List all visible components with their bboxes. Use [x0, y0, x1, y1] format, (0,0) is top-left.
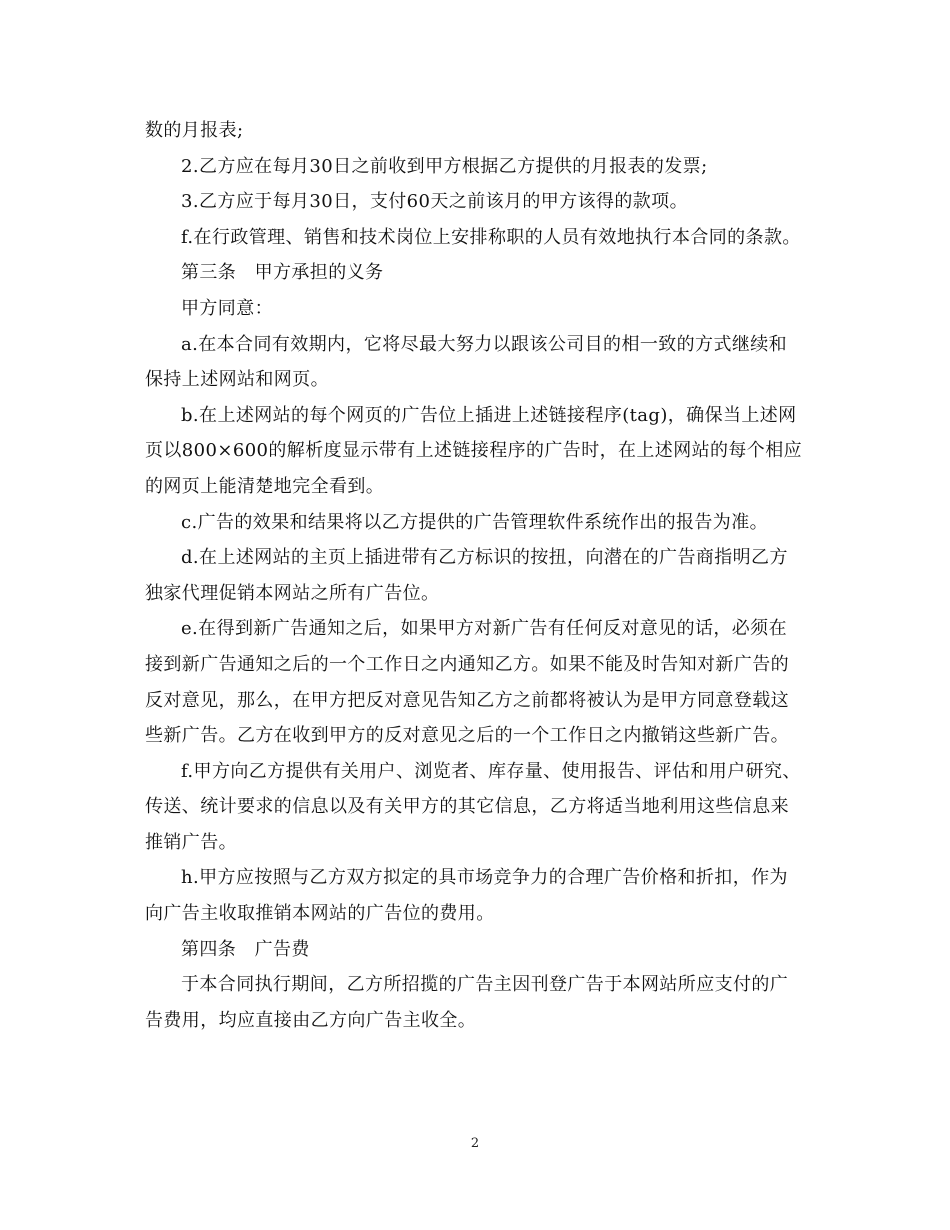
section-heading-article-3: 第三条 甲方承担的义务	[181, 262, 384, 284]
section-heading-article-4: 第四条 广告费	[181, 938, 310, 960]
paragraph-advertising-fees: 于本合同执行期间，乙方所招揽的广告主因刊登广告于本网站所应支付的广告费用，均应直接由乙方向广告主收全。	[145, 974, 789, 1031]
page-number: 2	[470, 1136, 480, 1151]
paragraph-item-f-information: f.甲方向乙方提供有关用户、浏览者、库存量、使用报告、评估和用户研究、传送、统计要求的信息以及有关甲方的其它信息，乙方将适当地利用这些信息来推销广告。	[145, 760, 801, 853]
paragraph-item-e: e.在得到新广告通知之后，如果甲方对新广告有任何反对意见的话，必须在接到新广告通知之后的一个工作日之内通知乙方。如果不能及时告知对新广告的反对意见，那么，在甲方把反对意见告知乙方之前都将被认为是甲方同意登载这些新广告。乙方在收到甲方的反对意见之后的一个工作日之内撤销这些新广告。	[145, 618, 789, 747]
paragraph-item-h: h.甲方应按照与乙方双方拟定的具市场竞争力的合理广告价格和折扣，作为向广告主收取推销本网站的广告位的费用。	[145, 867, 788, 925]
paragraph-item-a: a.在本合同有效期内，它将尽最大努力以跟该公司目的相一致的方式继续和保持上述网站和网页。	[145, 333, 788, 391]
paragraph-party-a-agrees: 甲方同意：	[181, 297, 273, 319]
paragraph-item-f-staffing: f.在行政管理、销售和技术岗位上安排称职的人员有效地执行本合同的条款。	[181, 226, 801, 248]
paragraph-continuation: 数的月报表;	[145, 120, 244, 141]
paragraph-item-c: c.广告的效果和结果将以乙方提供的广告管理软件系统作出的报告为准。	[181, 511, 768, 533]
paragraph-item-2: 2.乙方应在每月30日之前收到甲方根据乙方提供的月报表的发票;	[181, 155, 708, 177]
paragraph-item-3: 3.乙方应于每月30日，支付60天之前该月的甲方该得的款项。	[181, 191, 688, 213]
paragraph-item-d: d.在上述网站的主页上插进带有乙方标识的按扭，向潜在的广告商指明乙方独家代理促销本网站之所有广告位。	[145, 547, 788, 604]
document-body	[145, 113, 805, 1038]
paragraph-item-b: b.在上述网站的每个网页的广告位上插进上述链接程序(tag)，确保当上述网页以800×600的解析度显示带有上述链接程序的广告时，在上述网站的每个相应的网页上能清楚地完全看到。	[145, 404, 802, 497]
